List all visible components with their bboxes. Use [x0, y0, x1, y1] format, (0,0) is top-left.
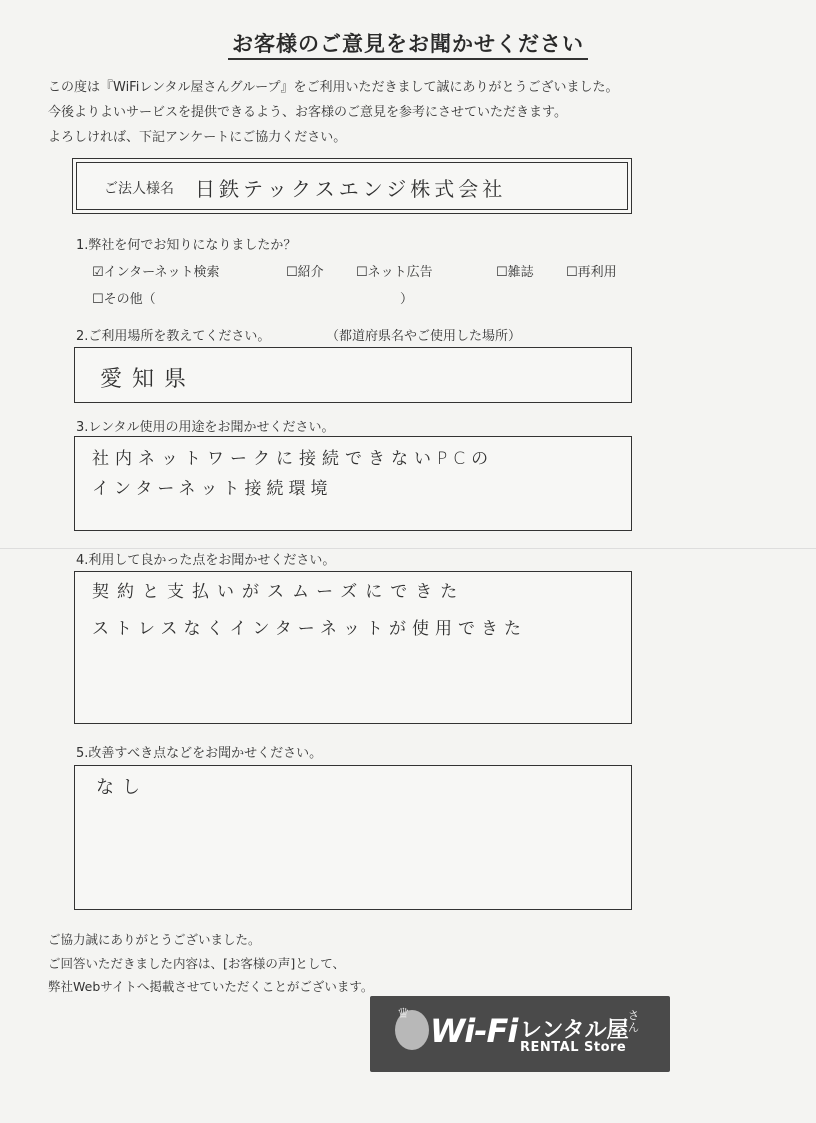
q5-question: 5.改善すべき点などをお聞かせください。 — [76, 746, 323, 761]
q2-answer: 愛知県 — [100, 367, 197, 392]
q1-option-internet-search[interactable]: ☑インターネット検索 — [92, 265, 220, 280]
logo-wifi-text: Wi-Fi — [430, 1012, 518, 1050]
q1-other-close: ） — [400, 292, 414, 307]
q1-option-magazine[interactable]: ☐雑誌 — [496, 265, 534, 280]
q2-hint: （都道府県名やご使用した場所） — [326, 329, 522, 344]
q4-answer-line: 契約と支払いがスムーズにできた — [92, 582, 466, 602]
q5-answer-box[interactable] — [74, 765, 632, 910]
intro-line: この度は『WiFiレンタル屋さんグループ』をご利用いただきまして誠にありがとうございました。 — [48, 80, 619, 95]
page-title: お客様のご意見をお聞かせください — [0, 28, 816, 58]
q3-answer-line: 社内ネットワークに接続できないPCの — [92, 449, 495, 469]
logo-en-text: RENTAL Store — [520, 1040, 627, 1055]
q1-option-reuse[interactable]: ☐再利用 — [566, 265, 617, 280]
q1-question: 1.弊社を何でお知りになりましたか？ — [76, 238, 297, 253]
intro-line: 今後よりよいサービスを提供できるよう、お客様のご意見を参考にさせていただきます。 — [48, 105, 567, 120]
q1-option-referral[interactable]: ☐紹介 — [286, 265, 324, 280]
q5-answer: なし — [96, 777, 148, 798]
intro-line: よろしければ、下記アンケートにご協力ください。 — [48, 130, 347, 145]
q4-answer-line: ストレスなくインターネットが使用できた — [92, 619, 527, 639]
q2-question: 2.ご利用場所を教えてください。 — [76, 329, 271, 344]
q4-question: 4.利用して良かった点をお聞かせください。 — [76, 553, 336, 568]
company-name-value[interactable]: 日鉄テックスエンジ株式会社 — [195, 177, 507, 201]
crown-icon: ♛ — [397, 1006, 410, 1022]
logo-jp-text: レンタル屋 — [520, 1018, 629, 1043]
company-label: ご法人様名 — [104, 181, 174, 197]
footer-line: 弊社Webサイトへ掲載させていただくことがございます。 — [48, 979, 374, 994]
footer-line: ご協力誠にありがとうございました。 — [48, 932, 261, 947]
logo-san-text: さん — [628, 1009, 639, 1034]
q1-option-net-ad[interactable]: ☐ネット広告 — [356, 265, 433, 280]
q3-question: 3.レンタル使用の用途をお聞かせください。 — [76, 420, 335, 435]
footer-line: ご回答いただきました内容は、[お客様の声]として、 — [48, 956, 346, 971]
q1-option-other[interactable]: ☐その他（ — [92, 292, 156, 307]
q3-answer-line: インターネット接続環境 — [92, 479, 333, 499]
